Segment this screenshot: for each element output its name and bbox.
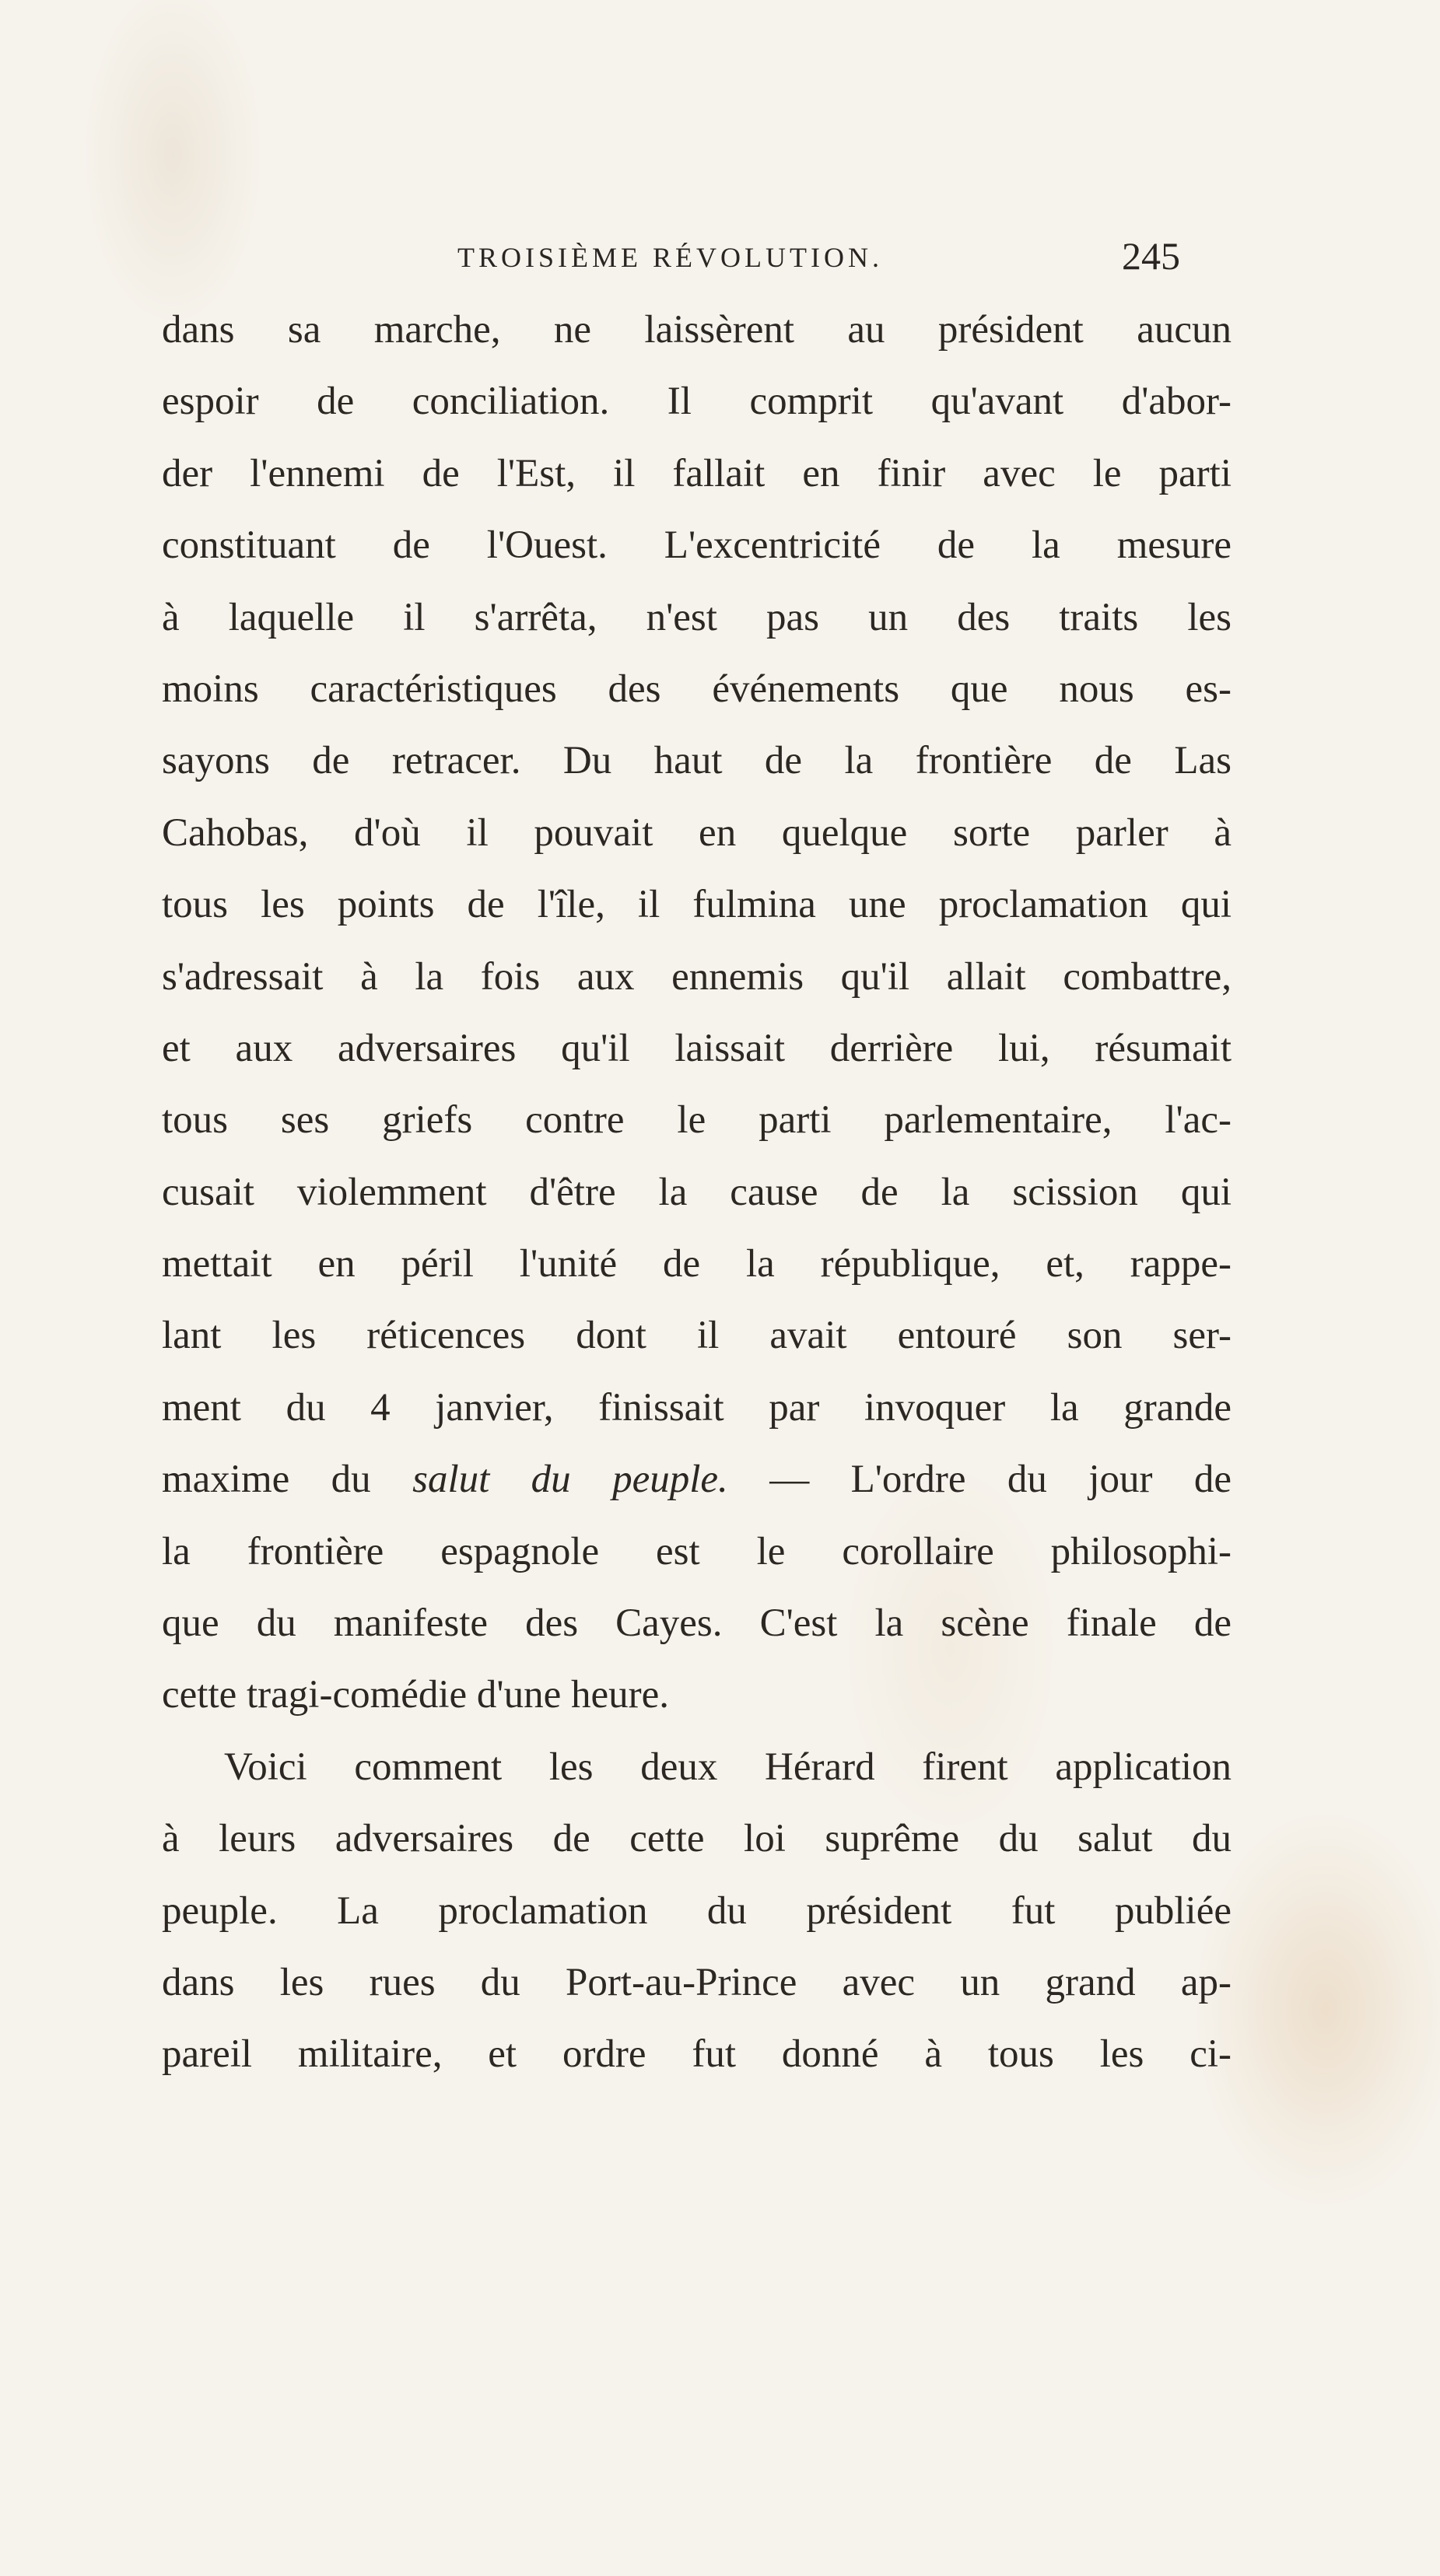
text-line: que du manifeste des Cayes. C'est la scène finale de — [162, 1601, 1232, 1646]
text-line: dans sa marche, ne laissèrent au président aucun — [162, 308, 1232, 352]
running-title: TROISIÈME RÉVOLUTION. — [457, 242, 883, 273]
text-line-italic-phrase — [162, 1444, 1232, 1515]
text-line: à leurs adversaires de cette loi suprême du salut du — [162, 1817, 1232, 1861]
paragraph-first-line: Voici comment les deux Hérard firent application — [224, 1745, 1232, 1789]
text-line: constituant de l'Ouest. L'excentricité de la mesure — [162, 523, 1232, 568]
text-segment: maxime du — [162, 1458, 371, 1502]
body-text — [162, 294, 1232, 2091]
text-line: pareil militaire, et ordre fut donné à tous les ci- — [162, 2032, 1232, 2077]
text-line: sayons de retracer. Du haut de la frontière de Las — [162, 739, 1232, 783]
text-line: peuple. La proclamation du président fut publiée — [162, 1888, 1232, 1933]
page-number: 245 — [1122, 234, 1180, 278]
text-line: cusait violemment d'être la cause de la scission qui — [162, 1170, 1232, 1214]
text-line: mettait en péril l'unité de la république, et, rappe- — [162, 1242, 1232, 1286]
running-head — [0, 233, 1440, 280]
text-line: moins caractéristiques des événements que nous es- — [162, 667, 1232, 711]
text-line: ment du 4 janvier, finissait par invoquer la grande — [162, 1385, 1232, 1430]
text-line: à laquelle il s'arrêta, n'est pas un des traits les — [162, 595, 1232, 639]
text-line: dans les rues du Port-au-Prince avec un grand ap- — [162, 1960, 1232, 2004]
text-line: tous ses griefs contre le parti parlementaire, l'ac- — [162, 1098, 1232, 1143]
text-line: la frontière espagnole est le corollaire philosophi- — [162, 1529, 1232, 1573]
text-line: cette tragi-comédie d'une heure. — [162, 1673, 670, 1717]
text-line: lant les réticences dont il avait entouré son ser- — [162, 1314, 1232, 1358]
text-line: espoir de conciliation. Il comprit qu'avant d'abor- — [162, 380, 1232, 424]
text-line: et aux adversaires qu'il laissait derrière lui, résumait — [162, 1026, 1232, 1070]
text-line: Cahobas, d'où il pouvait en quelque sorte parler à — [162, 810, 1232, 855]
text-segment: — L'ordre du jour de — [769, 1458, 1232, 1502]
text-line: s'adressait à la fois aux ennemis qu'il allait combattre, — [162, 954, 1232, 999]
text-line: tous les points de l'île, il fulmina une proclamation qui — [162, 883, 1232, 927]
italic-phrase: salut du peuple. — [412, 1458, 728, 1502]
text-line: der l'ennemi de l'Est, il fallait en finir avec le parti — [162, 451, 1232, 495]
